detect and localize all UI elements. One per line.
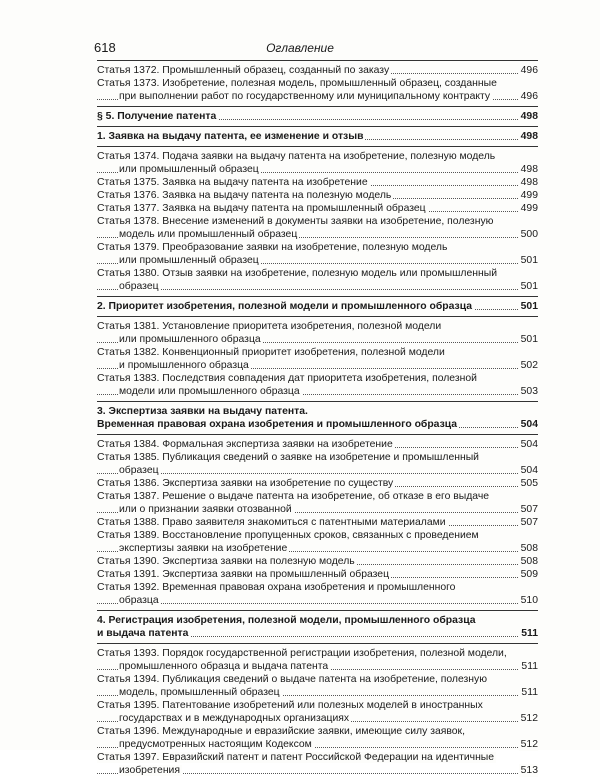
toc-entry bbox=[97, 568, 538, 581]
toc-page-number: 512 bbox=[520, 713, 538, 724]
toc-page-number: 501 bbox=[520, 255, 538, 266]
toc-entry bbox=[97, 673, 538, 699]
toc-page-number: 501 bbox=[520, 334, 538, 345]
toc-entry-line bbox=[97, 477, 538, 490]
toc-entry bbox=[97, 241, 538, 267]
toc-entry-line bbox=[97, 490, 538, 503]
toc-entry-line bbox=[97, 320, 538, 333]
toc-section-heading bbox=[97, 130, 538, 143]
toc-entry-line bbox=[97, 215, 538, 228]
toc-entry-text: Статья 1392. Временная правовая охрана изобретения и промышленного bbox=[97, 582, 456, 593]
table-of-contents bbox=[97, 64, 538, 777]
page-number: 618 bbox=[94, 40, 116, 55]
toc-page-number: 504 bbox=[520, 439, 538, 450]
toc-entry-line bbox=[97, 280, 538, 293]
toc-entry bbox=[97, 581, 538, 607]
section-divider bbox=[97, 146, 538, 147]
toc-entry-line bbox=[97, 725, 538, 738]
toc-entry-text: Статья 1377. Заявка на выдачу патента на промышленный образец bbox=[97, 203, 426, 214]
toc-entry-line bbox=[97, 90, 538, 103]
toc-entry-text: Статья 1386. Экспертиза заявки на изобретение по существу bbox=[97, 478, 394, 489]
toc-entry-text: промышленного образца и выдача патента bbox=[119, 661, 329, 672]
toc-entry bbox=[97, 529, 538, 555]
toc-entry-line bbox=[97, 110, 538, 123]
toc-entry-text: 1. Заявка на выдачу патента, ее изменение и отзыв bbox=[97, 131, 364, 142]
toc-section-heading bbox=[97, 614, 538, 640]
toc-entry-line bbox=[97, 438, 538, 451]
toc-entry bbox=[97, 150, 538, 176]
toc-entry-line bbox=[97, 627, 538, 640]
toc-entry-text: Статья 1394. Публикация сведений о выдаче патента на изобретение, полезную bbox=[97, 674, 488, 685]
toc-entry-text: при выполнении работ по государственному или муниципальному контракту bbox=[119, 91, 491, 102]
toc-entry-line bbox=[97, 333, 538, 346]
toc-entry-line bbox=[97, 176, 538, 189]
toc-entry-text: Временная правовая охрана изобретения и промышленного образца bbox=[97, 419, 458, 430]
toc-entry-line bbox=[97, 647, 538, 660]
toc-entry-line bbox=[97, 130, 538, 143]
toc-entry-line bbox=[97, 163, 538, 176]
toc-page-number: 510 bbox=[520, 595, 538, 606]
toc-entry-line bbox=[97, 202, 538, 215]
toc-entry-line bbox=[97, 451, 538, 464]
toc-entry-text: изобретения bbox=[119, 765, 180, 776]
toc-entry-text: Статья 1383. Последствия совпадения дат приоритета изобретения, полезной bbox=[97, 373, 477, 384]
toc-entry-line bbox=[97, 751, 538, 764]
toc-page-number: 509 bbox=[520, 569, 538, 580]
toc-entry-line bbox=[97, 267, 538, 280]
toc-entry-line bbox=[97, 673, 538, 686]
toc-page-number: 501 bbox=[520, 301, 538, 312]
toc-entry-line bbox=[97, 418, 538, 431]
toc-entry-line bbox=[97, 300, 538, 313]
toc-entry-text: и промышленного образца bbox=[119, 360, 249, 371]
toc-entry-line bbox=[97, 568, 538, 581]
toc-entry-text: Статья 1385. Публикация сведений о заявке на изобретение и промышленный bbox=[97, 452, 479, 463]
toc-page-number: 508 bbox=[520, 543, 538, 554]
header-rule bbox=[97, 60, 538, 61]
toc-section-heading bbox=[97, 300, 538, 313]
toc-page-number: 508 bbox=[520, 556, 538, 567]
toc-entry-text: Статья 1387. Решение о выдаче патента на изобретение, об отказе в его выдаче bbox=[97, 491, 490, 502]
toc-entry-text: Статья 1374. Подача заявки на выдачу патента на изобретение, полезную модель bbox=[97, 151, 496, 162]
toc-entry-text: образец bbox=[119, 465, 159, 476]
toc-entry-text: 3. Экспертиза заявки на выдачу патента. bbox=[97, 406, 308, 417]
toc-entry-text: и выдача патента bbox=[97, 628, 189, 639]
toc-entry-text: Статья 1396. Международные и евразийские заявки, имеющие силу заявок, bbox=[97, 726, 465, 737]
toc-entry-text: Статья 1382. Конвенционный приоритет изобретения, полезной модели bbox=[97, 347, 445, 358]
toc-entry-text: или о признании заявки отозванной bbox=[119, 504, 292, 515]
toc-page-number: 499 bbox=[520, 203, 538, 214]
toc-entry bbox=[97, 202, 538, 215]
section-divider bbox=[97, 434, 538, 435]
toc-entry-line bbox=[97, 581, 538, 594]
toc-entry-line bbox=[97, 594, 538, 607]
toc-page-number: 498 bbox=[520, 177, 538, 188]
toc-entry bbox=[97, 267, 538, 293]
toc-entry bbox=[97, 438, 538, 451]
toc-page-number: 496 bbox=[520, 65, 538, 76]
toc-entry-text: Статья 1372. Промышленный образец, созданный по заказу bbox=[97, 65, 390, 76]
toc-entry-text: Статья 1391. Экспертиза заявки на промышленный образец bbox=[97, 569, 390, 580]
toc-section-heading bbox=[97, 110, 538, 123]
toc-section-heading bbox=[97, 405, 538, 431]
toc-entry-text: образец bbox=[119, 281, 159, 292]
section-divider bbox=[97, 106, 538, 107]
section-divider bbox=[97, 296, 538, 297]
toc-page-number: 507 bbox=[520, 517, 538, 528]
toc-page-number: 498 bbox=[520, 131, 538, 142]
running-title: Оглавление bbox=[266, 41, 334, 55]
toc-entry bbox=[97, 451, 538, 477]
toc-entry-line bbox=[97, 660, 538, 673]
toc-entry-text: экспертизы заявки на изобретение bbox=[119, 543, 288, 554]
toc-entry-text: Статья 1389. Восстановление пропущенных сроков, связанных с проведением bbox=[97, 530, 479, 541]
toc-entry-line bbox=[97, 385, 538, 398]
toc-page-number: 502 bbox=[520, 360, 538, 371]
toc-page-number: 496 bbox=[520, 91, 538, 102]
toc-entry bbox=[97, 77, 538, 103]
toc-page-number: 511 bbox=[521, 661, 538, 672]
toc-page-number: 511 bbox=[521, 687, 538, 698]
toc-entry-line bbox=[97, 64, 538, 77]
toc-entry-text: предусмотренных настоящим Кодексом bbox=[119, 739, 312, 750]
toc-entry-line bbox=[97, 764, 538, 777]
toc-entry-text: § 5. Получение патента bbox=[97, 111, 217, 122]
toc-entry-text: или промышленный образец bbox=[119, 164, 259, 175]
toc-entry bbox=[97, 699, 538, 725]
toc-entry-line bbox=[97, 712, 538, 725]
toc-entry-line bbox=[97, 542, 538, 555]
toc-entry bbox=[97, 516, 538, 529]
toc-entry bbox=[97, 477, 538, 490]
toc-entry-text: модели или промышленного образца bbox=[119, 386, 300, 397]
section-divider bbox=[97, 316, 538, 317]
toc-entry-line bbox=[97, 686, 538, 699]
toc-entry-line bbox=[97, 189, 538, 202]
toc-entry-line bbox=[97, 405, 538, 418]
toc-page-number: 512 bbox=[520, 739, 538, 750]
toc-entry bbox=[97, 176, 538, 189]
toc-entry-text: Статья 1378. Внесение изменений в документы заявки на изобретение, полезную bbox=[97, 216, 494, 227]
toc-page-number: 498 bbox=[520, 111, 538, 122]
toc-page-number: 505 bbox=[520, 478, 538, 489]
toc-entry-text: или промышленный образец bbox=[119, 255, 259, 266]
toc-entry-text: Статья 1390. Экспертиза заявки на полезную модель bbox=[97, 556, 355, 567]
toc-page-number: 513 bbox=[520, 765, 538, 776]
toc-entry bbox=[97, 490, 538, 516]
toc-entry-text: Статья 1384. Формальная экспертиза заявки на изобретение bbox=[97, 439, 393, 450]
toc-entry-text: Статья 1373. Изобретение, полезная модель, промышленный образец, созданные bbox=[97, 78, 497, 89]
toc-entry-text: Статья 1393. Порядок государственной регистрации изобретения, полезной модели, bbox=[97, 648, 507, 659]
toc-page-number: 500 bbox=[520, 229, 538, 240]
toc-page-number: 504 bbox=[520, 465, 538, 476]
section-divider bbox=[97, 126, 538, 127]
toc-entry-line bbox=[97, 372, 538, 385]
toc-page-number: 501 bbox=[520, 281, 538, 292]
toc-entry-line bbox=[97, 464, 538, 477]
section-divider bbox=[97, 643, 538, 644]
toc-entry-text: Статья 1376. Заявка на выдачу патента на полезную модель bbox=[97, 190, 392, 201]
toc-entry-line bbox=[97, 228, 538, 241]
toc-entry-line bbox=[97, 359, 538, 372]
toc-page-number: 507 bbox=[520, 504, 538, 515]
toc-entry-text: модель или промышленный образец bbox=[119, 229, 298, 240]
toc-page-number: 503 bbox=[520, 386, 538, 397]
toc-entry-line bbox=[97, 738, 538, 751]
toc-entry bbox=[97, 64, 538, 77]
toc-entry-text: Статья 1379. Преобразование заявки на изобретение, полезную модель bbox=[97, 242, 448, 253]
toc-entry-line bbox=[97, 254, 538, 267]
toc-entry bbox=[97, 647, 538, 673]
toc-entry-text: 4. Регистрация изобретения, полезной модели, промышленного образца bbox=[97, 615, 476, 626]
page-header bbox=[62, 40, 538, 58]
section-divider bbox=[97, 610, 538, 611]
toc-page-number: 499 bbox=[520, 190, 538, 201]
toc-entry bbox=[97, 346, 538, 372]
toc-entry-line bbox=[97, 516, 538, 529]
toc-entry-line bbox=[97, 503, 538, 516]
toc-entry-line bbox=[97, 529, 538, 542]
toc-entry bbox=[97, 320, 538, 346]
toc-entry-line bbox=[97, 699, 538, 712]
toc-entry-text: государствах и в международных организациях bbox=[119, 713, 350, 724]
toc-entry bbox=[97, 372, 538, 398]
toc-entry bbox=[97, 725, 538, 751]
toc-entry-text: образца bbox=[119, 595, 159, 606]
toc-entry bbox=[97, 215, 538, 241]
toc-entry-text: Статья 1395. Патентование изобретений или полезных моделей в иностранных bbox=[97, 700, 483, 711]
section-divider bbox=[97, 401, 538, 402]
toc-page-number: 511 bbox=[521, 628, 538, 639]
toc-entry-line bbox=[97, 346, 538, 359]
toc-entry bbox=[97, 751, 538, 777]
toc-entry-line bbox=[97, 77, 538, 90]
toc-entry-text: 2. Приоритет изобретения, полезной модели и промышленного образца bbox=[97, 301, 473, 312]
toc-entry-text: Статья 1397. Евразийский патент и патент Российской Федерации на идентичные bbox=[97, 752, 495, 763]
toc-entry-line bbox=[97, 150, 538, 163]
toc-entry-text: или промышленного образца bbox=[119, 334, 261, 345]
toc-entry-line bbox=[97, 555, 538, 568]
toc-entry-text: модель, промышленный образец bbox=[119, 687, 280, 698]
toc-entry-text: Статья 1381. Установление приоритета изобретения, полезной модели bbox=[97, 321, 442, 332]
toc-entry bbox=[97, 555, 538, 568]
toc-entry-line bbox=[97, 614, 538, 627]
toc-page-number: 504 bbox=[520, 419, 538, 430]
toc-entry-line bbox=[97, 241, 538, 254]
toc-entry-text: Статья 1380. Отзыв заявки на изобретение, полезную модель или промышленный bbox=[97, 268, 497, 279]
toc-page-number: 498 bbox=[520, 164, 538, 175]
toc-entry-text: Статья 1375. Заявка на выдачу патента на изобретение bbox=[97, 177, 368, 188]
toc-entry-text: Статья 1388. Право заявителя знакомиться с патентными материалами bbox=[97, 517, 446, 528]
toc-entry bbox=[97, 189, 538, 202]
